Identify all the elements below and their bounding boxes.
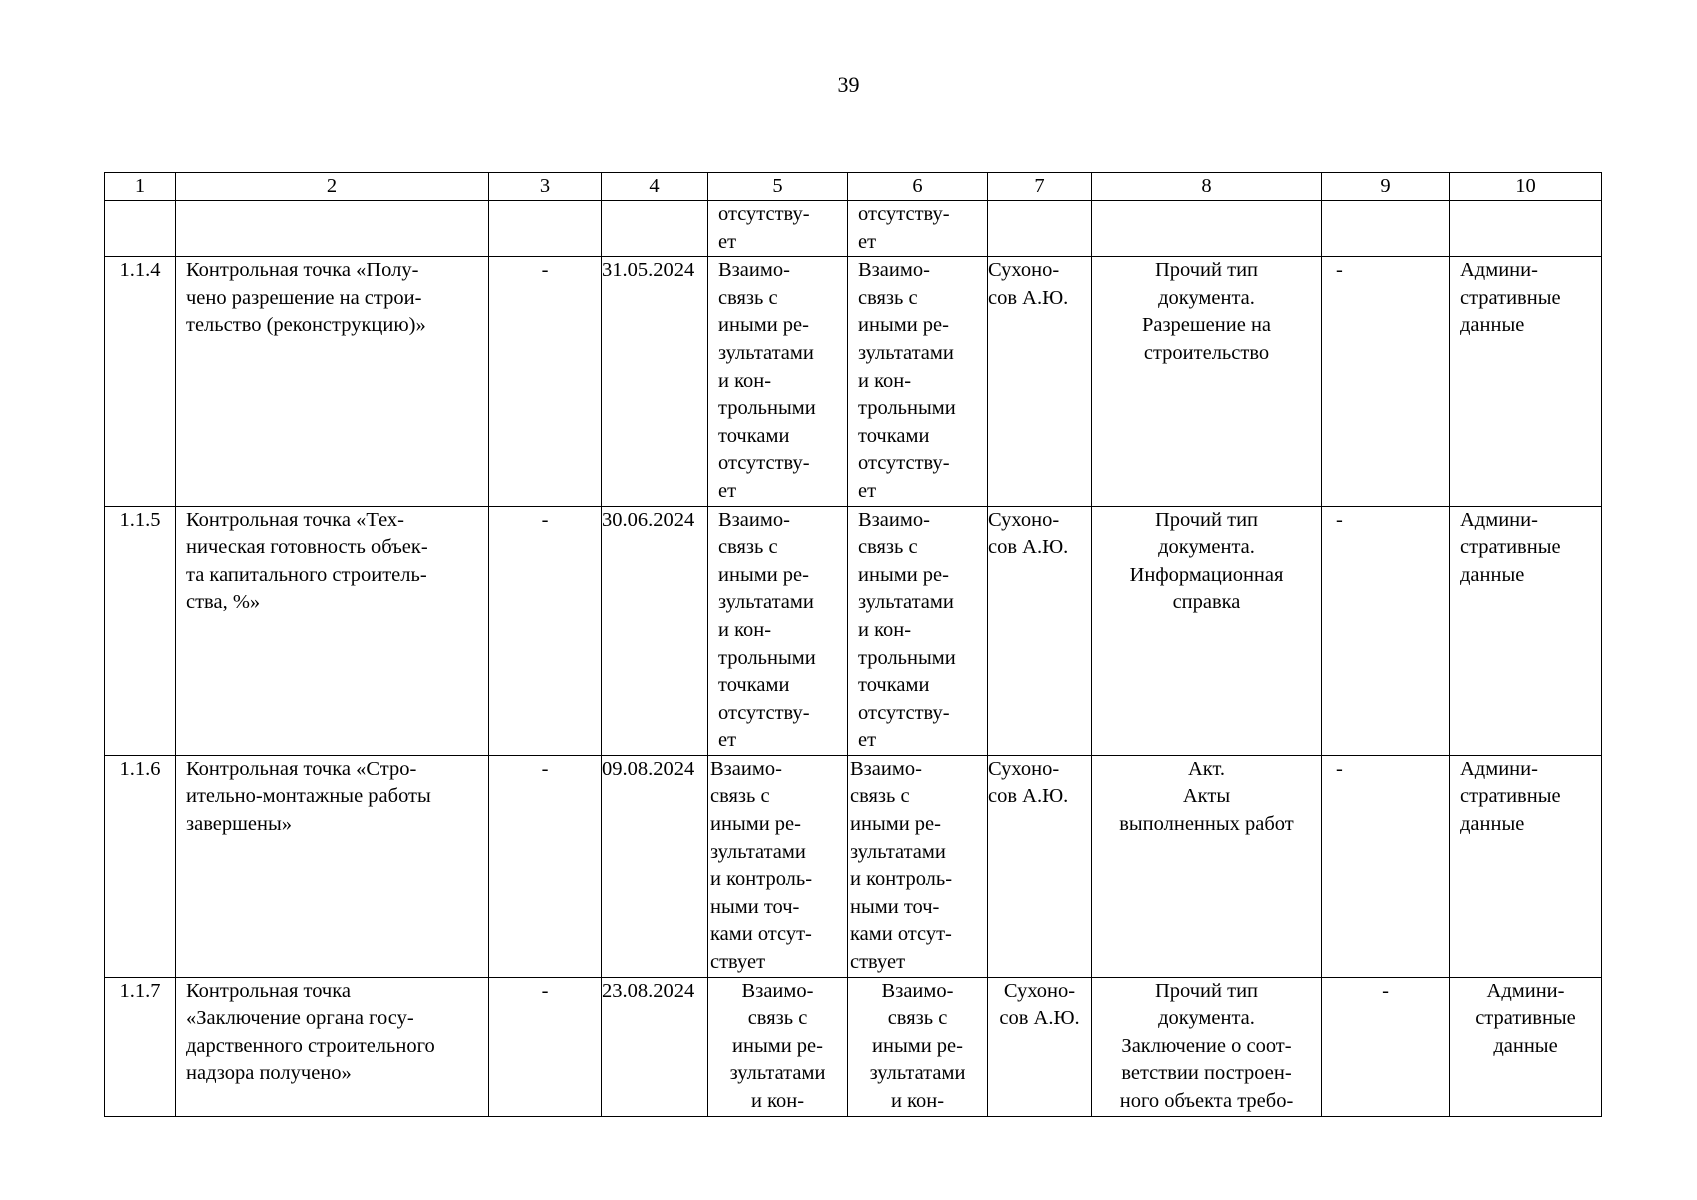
responsible-cell: Сухоно- сов А.Ю. xyxy=(988,977,1092,1116)
header-row xyxy=(105,173,1602,201)
col9-value: - xyxy=(1322,506,1450,755)
col3-value: - xyxy=(489,977,602,1116)
control-point-title: Контрольная точка «Полу- чено разрешение на строи- тельство (реконструкцию)» xyxy=(176,257,489,506)
responsible-cell: Сухоно- сов А.Ю. xyxy=(988,755,1092,977)
col9-value: - xyxy=(1322,977,1450,1116)
col3-value: - xyxy=(489,755,602,977)
header-cell: 4 xyxy=(602,173,708,201)
table-row xyxy=(105,257,1602,506)
document-cell: Прочий тип документа. Заключение о соот- ветствии построен- ного объекта требо- xyxy=(1092,977,1322,1116)
source-cell: Админи- стративные данные xyxy=(1450,755,1602,977)
relation-cell: Взаимо- связь с иными ре- зультатами и контроль- ными точ- ками отсут- ствует xyxy=(848,755,988,977)
document-cell: Акт. Акты выполненных работ xyxy=(1092,755,1322,977)
row-number: 1.1.6 xyxy=(105,755,176,977)
responsible-cell: Сухоно- сов А.Ю. xyxy=(988,506,1092,755)
responsible-cell: Сухоно- сов А.Ю. xyxy=(988,257,1092,506)
header-cell: 10 xyxy=(1450,173,1602,201)
relation-cell: Взаимо- связь с иными ре- зультатами и кон- xyxy=(708,977,848,1116)
empty-cell xyxy=(176,201,489,257)
control-point-title: Контрольная точка «Стро- ительно-монтажные работы завершены» xyxy=(176,755,489,977)
col9-value: - xyxy=(1322,755,1450,977)
row-number: 1.1.5 xyxy=(105,506,176,755)
date-cell: 31.05.2024 xyxy=(602,257,708,506)
relation-cell: Взаимо- связь с иными ре- зультатами и контроль- ными точ- ками отсут- ствует xyxy=(708,755,848,977)
relation-cell: Взаимо- связь с иными ре- зультатами и кон- xyxy=(848,977,988,1116)
relation-cell: отсутству- ет xyxy=(848,201,988,257)
control-point-title: Контрольная точка «Заключение органа госу- дарственного строительного надзора получено» xyxy=(176,977,489,1116)
header-cell: 6 xyxy=(848,173,988,201)
date-cell: 23.08.2024 xyxy=(602,977,708,1116)
header-cell: 1 xyxy=(105,173,176,201)
source-cell: Админи- стративные данные xyxy=(1450,977,1602,1116)
document-cell: Прочий тип документа. Информационная справка xyxy=(1092,506,1322,755)
header-cell: 7 xyxy=(988,173,1092,201)
empty-cell xyxy=(1450,201,1602,257)
header-cell: 3 xyxy=(489,173,602,201)
empty-cell xyxy=(1322,201,1450,257)
empty-cell xyxy=(1092,201,1322,257)
table-row xyxy=(105,755,1602,977)
date-cell: 30.06.2024 xyxy=(602,506,708,755)
source-cell: Админи- стративные данные xyxy=(1450,257,1602,506)
relation-cell: Взаимо- связь с иными ре- зультатами и кон- трольными точками отсутству- ет xyxy=(708,257,848,506)
empty-cell xyxy=(602,201,708,257)
col9-value: - xyxy=(1322,257,1450,506)
header-cell: 9 xyxy=(1322,173,1450,201)
control-points-table xyxy=(104,172,1602,1117)
continuation-row xyxy=(105,201,1602,257)
empty-cell xyxy=(489,201,602,257)
page-number: 39 xyxy=(837,72,860,97)
header-cell: 2 xyxy=(176,173,489,201)
control-point-title: Контрольная точка «Тех- ническая готовность объек- та капитального строитель- ства, %» xyxy=(176,506,489,755)
relation-cell: Взаимо- связь с иными ре- зультатами и кон- трольными точками отсутству- ет xyxy=(848,506,988,755)
col3-value: - xyxy=(489,506,602,755)
row-number: 1.1.4 xyxy=(105,257,176,506)
table-row xyxy=(105,506,1602,755)
relation-cell: Взаимо- связь с иными ре- зультатами и кон- трольными точками отсутству- ет xyxy=(708,506,848,755)
empty-cell xyxy=(105,201,176,257)
source-cell: Админи- стративные данные xyxy=(1450,506,1602,755)
col3-value: - xyxy=(489,257,602,506)
table-row xyxy=(105,977,1602,1116)
relation-cell: Взаимо- связь с иными ре- зультатами и кон- трольными точками отсутству- ет xyxy=(848,257,988,506)
header-cell: 5 xyxy=(708,173,848,201)
document-cell: Прочий тип документа. Разрешение на строительство xyxy=(1092,257,1322,506)
header-cell: 8 xyxy=(1092,173,1322,201)
row-number: 1.1.7 xyxy=(105,977,176,1116)
relation-cell: отсутству- ет xyxy=(708,201,848,257)
date-cell: 09.08.2024 xyxy=(602,755,708,977)
empty-cell xyxy=(988,201,1092,257)
